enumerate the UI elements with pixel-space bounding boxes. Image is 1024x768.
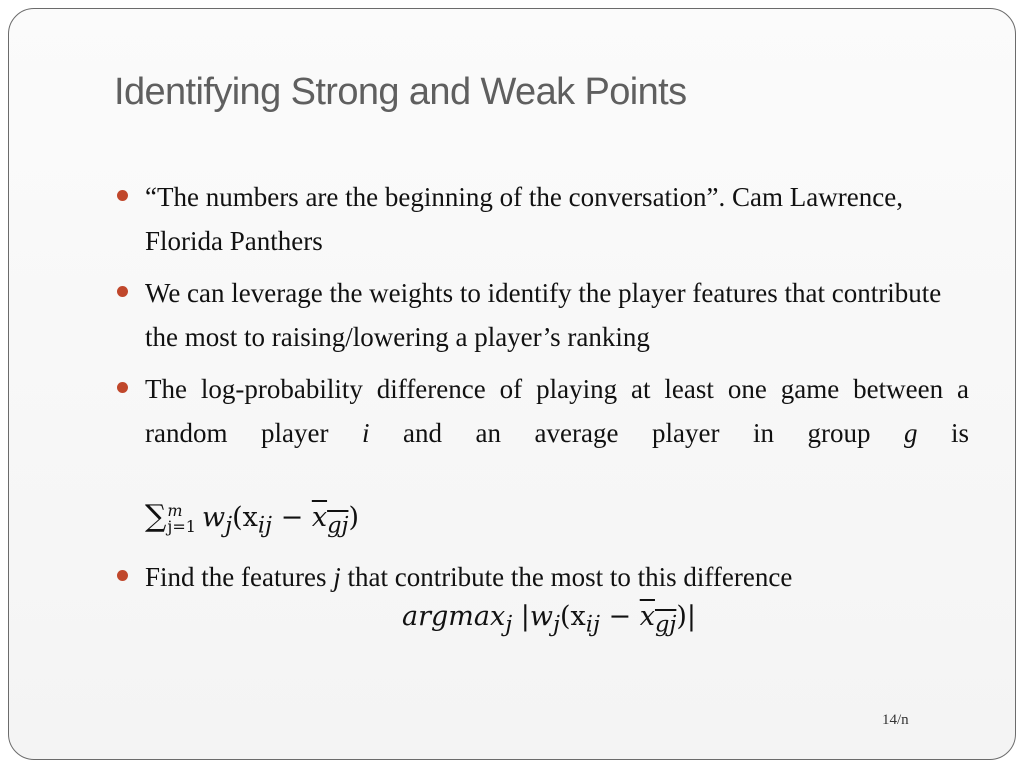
bullet-paragraph xyxy=(145,367,969,499)
bullet-item-features xyxy=(117,555,969,646)
bullet-dot-icon xyxy=(117,382,128,393)
bullet-text: We can leverage the weights to identify the player features that contribute the most to raising/lowering a player’s ranking xyxy=(145,278,942,352)
argmax-paren-open: (x xyxy=(559,601,586,633)
bullet-dot-icon xyxy=(117,286,128,297)
bullet-text: The log-probability difference of playing at least one game between a random player xyxy=(145,374,969,448)
formula-bar-subscript: gj xyxy=(327,512,349,539)
argmax-close: )| xyxy=(676,601,696,633)
formula-mean-term xyxy=(311,502,349,539)
bullet-list xyxy=(117,175,969,655)
formula-bar-x: x xyxy=(311,502,328,533)
bullet-dot-icon xyxy=(117,190,128,201)
variable-g: g xyxy=(904,418,918,448)
bullet-text-end: is xyxy=(951,418,970,448)
argmax-mean-term xyxy=(639,601,677,638)
variable-i: i xyxy=(362,418,370,448)
sum-limits xyxy=(167,500,196,536)
bullet-text: “The numbers are the beginning of the conversation”. Cam Lawrence, Florida Panthers xyxy=(145,182,903,256)
bullet-text-end: that contribute the most to this difference xyxy=(347,562,793,593)
formula-minus: − xyxy=(272,502,312,533)
variable-j: j xyxy=(333,562,341,593)
argmax-w-subscript: j xyxy=(553,611,560,638)
bullet-item-log-probability xyxy=(117,367,969,547)
formula-open: (x xyxy=(232,502,258,533)
slide-title: Identifying Strong and Weak Points xyxy=(114,71,687,113)
bullet-item-quote xyxy=(117,175,969,263)
argmax-abs-open: |w xyxy=(512,601,553,633)
argmax-label: argmax xyxy=(402,601,506,633)
formula-x-subscript: ij xyxy=(257,512,273,539)
formula-w: w xyxy=(201,502,226,533)
sum-upper-limit: m xyxy=(167,500,183,520)
sum-formula xyxy=(145,495,969,547)
argmax-minus: − xyxy=(599,601,640,633)
sum-symbol: ∑ xyxy=(145,499,167,534)
bullet-text: Find the features xyxy=(145,562,327,593)
bullet-dot-icon xyxy=(117,570,128,581)
sum-lower-limit: j=1 xyxy=(167,516,196,536)
argmax-bar-subscript: gj xyxy=(654,611,677,638)
formula-close: ) xyxy=(348,502,359,533)
bullet-text-middle: and an average player in group xyxy=(403,418,871,448)
bullet-item-weights xyxy=(117,271,969,359)
argmax-formula xyxy=(145,595,969,646)
argmax-bar-x: x xyxy=(639,601,655,633)
argmax-x-subscript: ij xyxy=(585,611,600,638)
argmax-subscript: j xyxy=(505,611,513,638)
formula-w-subscript: j xyxy=(225,512,233,539)
page-number: 14/n xyxy=(882,712,909,728)
slide xyxy=(8,8,1016,760)
